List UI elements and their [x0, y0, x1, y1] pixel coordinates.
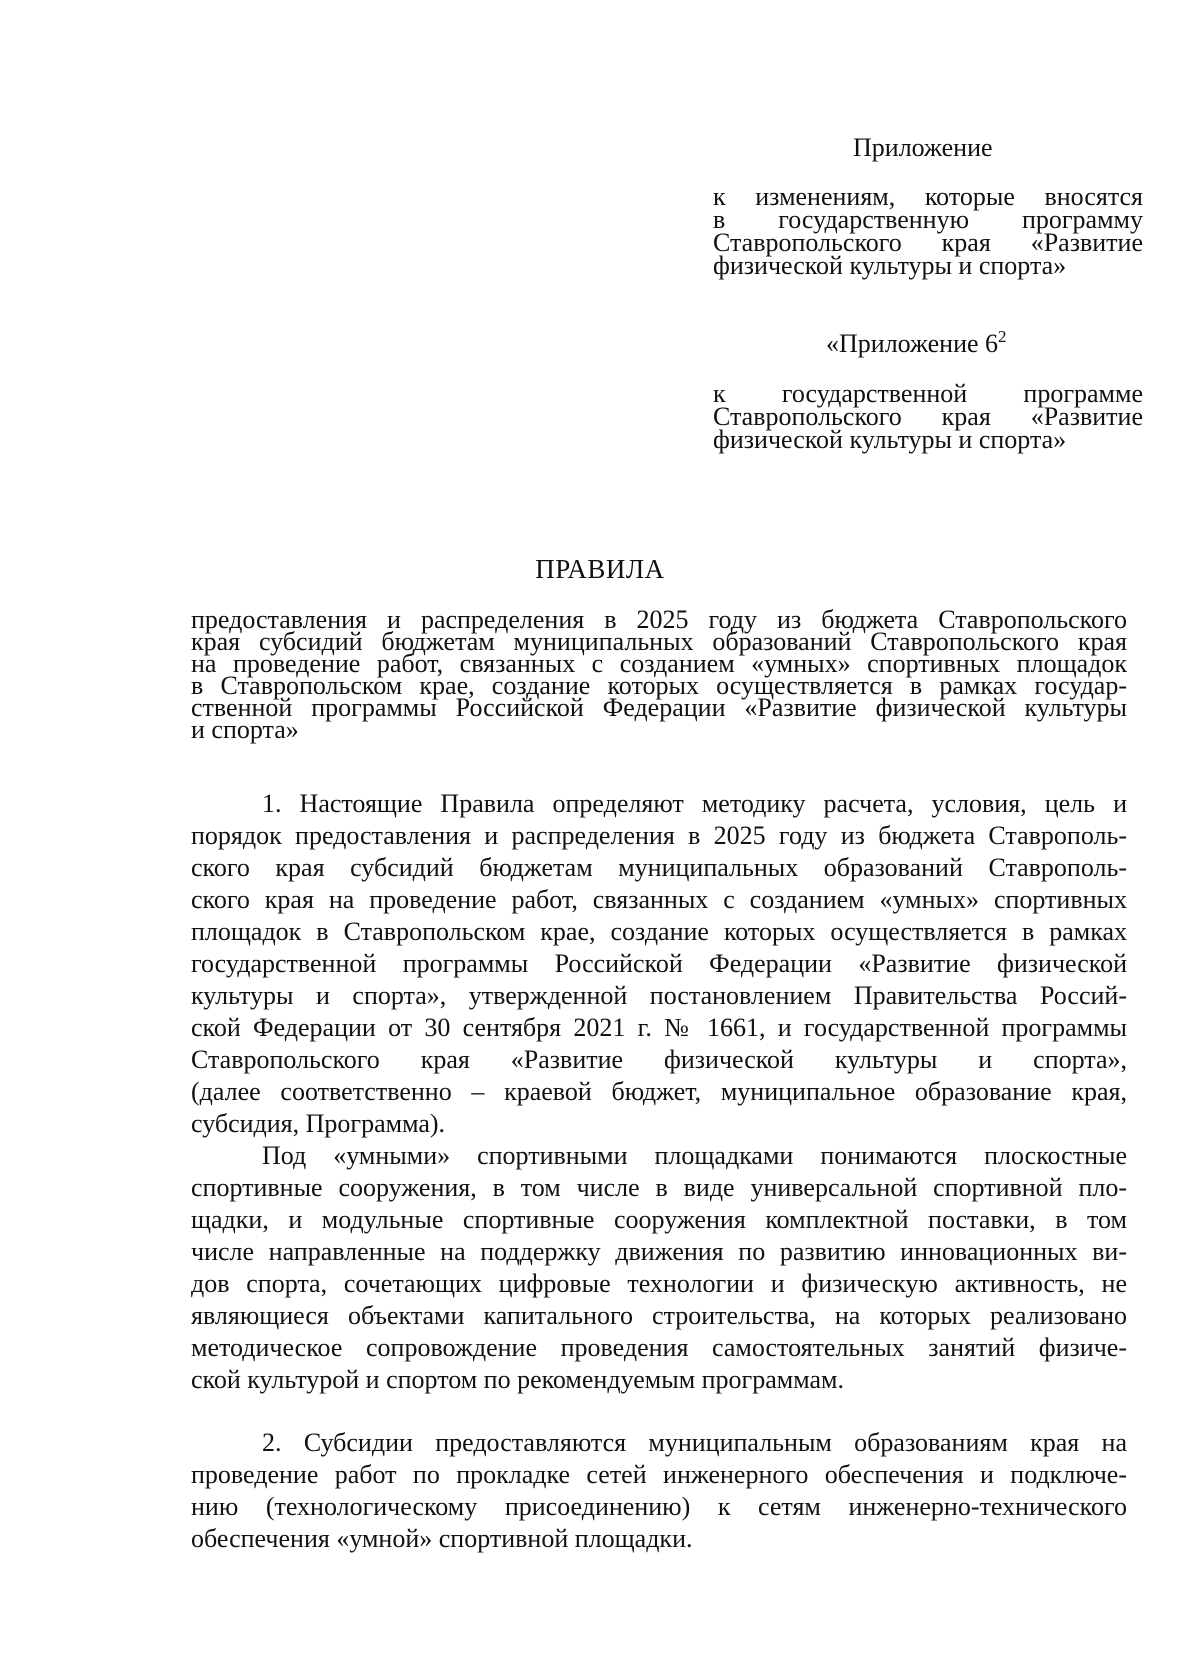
subtitle-line: и спорта»: [191, 715, 299, 744]
paragraph-line: методическое сопровождение проведения самостоятельных занятий физиче-: [191, 1333, 1127, 1362]
paragraph-line: нию (технологическому присоединению) к сетям инженерно-технического: [191, 1492, 1127, 1521]
document-title: ПРАВИЛА: [535, 554, 665, 584]
appendix-6-title: [826, 329, 1007, 359]
appendix-6-title-text: «Приложение 6: [826, 329, 999, 358]
paragraph-line: (далее соответственно – краевой бюджет, муниципальное образование края,: [191, 1077, 1127, 1106]
subtitle-line: на проведение работ, связанных с созданием «умных» спортивных площадок: [191, 649, 1127, 678]
paragraph-line: субсидия, Программа).: [191, 1109, 446, 1138]
paragraph-line: культуры и спорта», утвержденной постановлением Правительства Россий-: [191, 981, 1127, 1010]
paragraph-line: щадки, и модульные спортивные сооружения комплектной поставки, в том: [191, 1205, 1127, 1234]
appendix-note-line: физической культуры и спорта»: [713, 251, 1067, 280]
paragraph-smart-grounds-definition: [191, 1140, 1127, 1396]
subtitle-line: в Ставропольском крае, создание которых осуществляется в рамках государ-: [191, 671, 1127, 700]
paragraph-line: ского края на проведение работ, связанных с созданием «умных» спортивных: [191, 885, 1127, 914]
appendix-note-line: в государственную программу: [713, 205, 1143, 234]
paragraph-line: Под «умными» спортивными площадками понимаются плоскостные: [262, 1141, 1127, 1170]
paragraph-line: являющиеся объектами капитального строительства, на которых реализовано: [191, 1301, 1127, 1330]
subtitle-line: ственной программы Российской Федерации «Развитие физической культуры: [191, 693, 1127, 722]
paragraph-line: государственной программы Российской Федерации «Развитие физической: [191, 949, 1127, 978]
subtitle-line: края субсидий бюджетам муниципальных образований Ставропольского края: [191, 627, 1127, 656]
document-subtitle: [191, 605, 1127, 744]
appendix-6-note: [713, 379, 1143, 454]
paragraph-line: числе направленные на поддержку движения по развитию инновационных ви-: [191, 1237, 1127, 1266]
paragraph-line: 1. Настоящие Правила определяют методику расчета, условия, цель и: [262, 789, 1127, 818]
paragraph-line: ской культурой и спортом по рекомендуемым программам.: [191, 1365, 844, 1394]
subtitle-line: предоставления и распределения в 2025 году из бюджета Ставропольского: [191, 605, 1127, 634]
paragraph-line: ской Федерации от 30 сентября 2021 г. № 1661, и государственной программы: [191, 1013, 1127, 1042]
appendix-6-superscript: 2: [998, 327, 1007, 346]
paragraph-2: [191, 1427, 1127, 1555]
appendix-note: [713, 182, 1143, 280]
appendix-note-line: к изменениям, которые вносятся: [713, 182, 1143, 211]
paragraph-line: обеспечения «умной» спортивной площадки.: [191, 1524, 693, 1553]
paragraph-line: порядок предоставления и распределения в 2025 году из бюджета Ставрополь-: [191, 821, 1127, 850]
paragraph-line: 2. Субсидии предоставляются муниципальным образованиям края на: [262, 1428, 1127, 1457]
paragraph-line: спортивные сооружения, в том числе в виде универсальной спортивной пло-: [191, 1173, 1127, 1202]
paragraph-line: ского края субсидий бюджетам муниципальных образований Ставрополь-: [191, 853, 1127, 882]
appendix-title: Приложение: [853, 133, 993, 162]
appendix-note-line: Ставропольского края «Развитие: [713, 228, 1143, 257]
appendix-6-note-line: Ставропольского края «Развитие: [713, 402, 1143, 431]
paragraph-line: дов спорта, сочетающих цифровые технологии и физическую активность, не: [191, 1269, 1127, 1298]
paragraph-1: [191, 788, 1127, 1140]
paragraph-line: проведение работ по прокладке сетей инженерного обеспечения и подключе-: [191, 1460, 1127, 1489]
appendix-6-note-line: к государственной программе: [713, 379, 1143, 408]
paragraph-line: площадок в Ставропольском крае, создание которых осуществляется в рамках: [191, 917, 1127, 946]
paragraph-line: Ставропольского края «Развитие физической культуры и спорта»,: [191, 1045, 1127, 1074]
appendix-6-note-line: физической культуры и спорта»: [713, 425, 1067, 454]
